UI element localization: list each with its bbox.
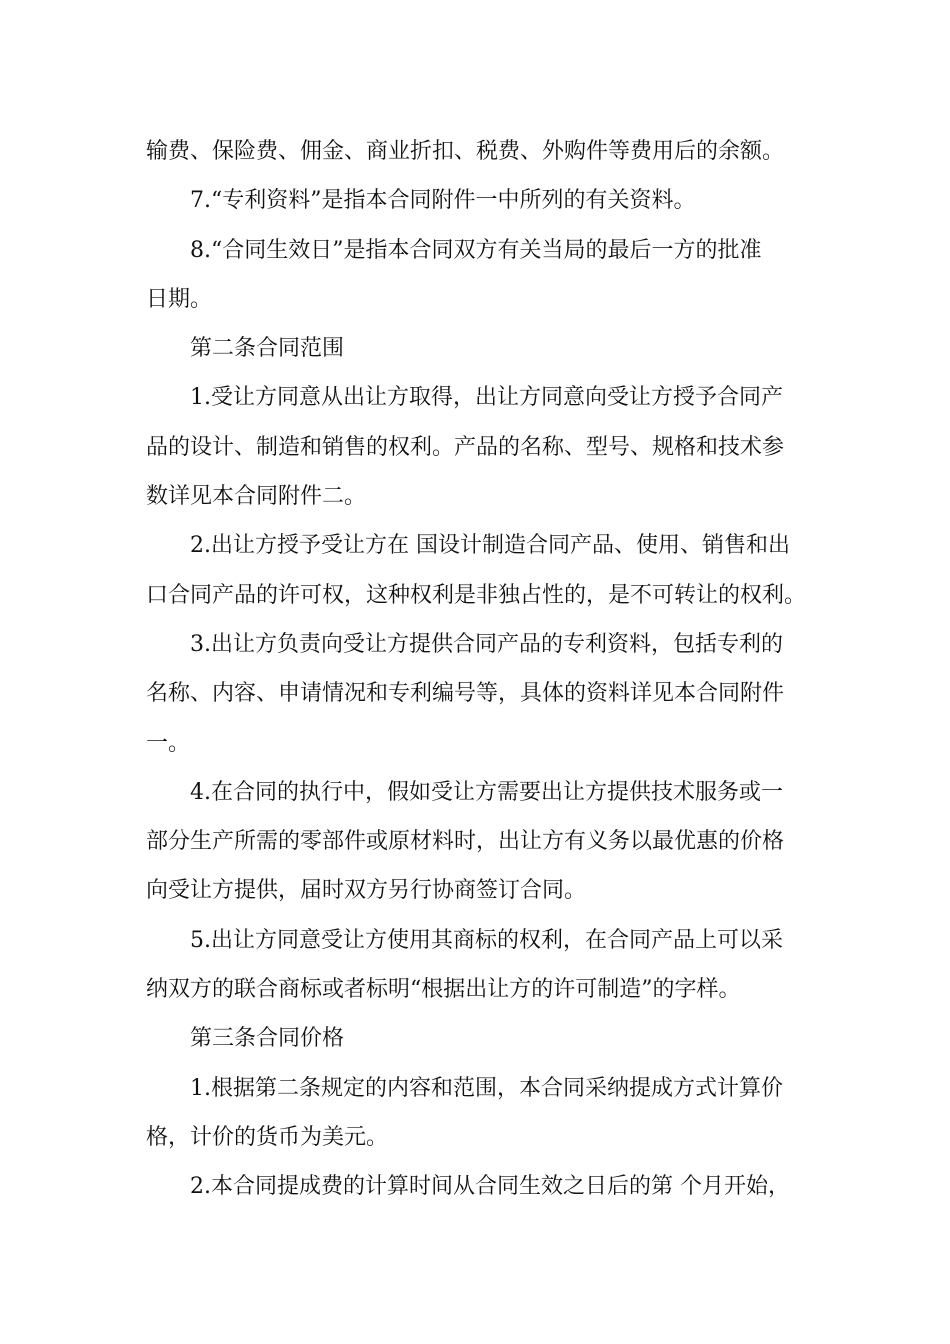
text-line: 7.“专利资料”是指本合同附件一中所列的有关资料。: [190, 188, 696, 214]
text-line: 数详见本合同附件二。: [146, 484, 367, 510]
text-line: 8.“合同生效日”是指本合同双方有关当局的最后一方的批准: [190, 237, 762, 263]
text-line: 格，计价的货币为美元。: [146, 1124, 389, 1150]
section-heading: 第三条合同价格: [190, 1026, 345, 1052]
text-line: 向受让方提供，届时双方另行协商签订合同。: [146, 878, 587, 904]
text-line: 3.出让方负责向受让方提供合同产品的专利资料，包括专利的: [190, 631, 783, 657]
text-line: 1.根据第二条规定的内容和范围，本合同采纳提成方式计算价: [190, 1075, 783, 1101]
text-line: 一。: [146, 730, 191, 756]
document-body: [146, 127, 806, 1212]
text-line: 纳双方的联合商标或者标明“根据出让方的许可制造”的字样。: [146, 977, 741, 1003]
text-line: 2.本合同提成费的计算时间从合同生效之日后的第 个月开始，: [190, 1174, 790, 1200]
text-line: 2.出让方授予受让方在 国设计制造合同产品、使用、销售和出: [190, 533, 790, 559]
text-line: 口合同产品的许可权，这种权利是非独占性的，是不可转让的权利。: [146, 582, 807, 608]
text-line: 日期。: [146, 286, 213, 312]
text-line: 部分生产所需的零部件或原材料时，出让方有义务以最优惠的价格: [146, 829, 785, 855]
text-line: 名称、内容、申请情况和专利编号等，具体的资料详见本合同附件: [146, 681, 785, 707]
text-line: 品的设计、制造和销售的权利。产品的名称、型号、规格和技术参: [146, 434, 785, 460]
text-line: 4.在合同的执行中，假如受让方需要出让方提供技术服务或一: [190, 779, 783, 805]
text-line: 输费、保险费、佣金、商业折扣、税费、外购件等费用后的余额。: [146, 139, 785, 164]
text-line: 5.出让方同意受让方使用其商标的权利，在合同产品上可以采: [190, 927, 783, 953]
section-heading: 第二条合同范围: [190, 336, 345, 362]
text-line: 1.受让方同意从出让方取得，出让方同意向受让方授予合同产: [190, 385, 783, 411]
